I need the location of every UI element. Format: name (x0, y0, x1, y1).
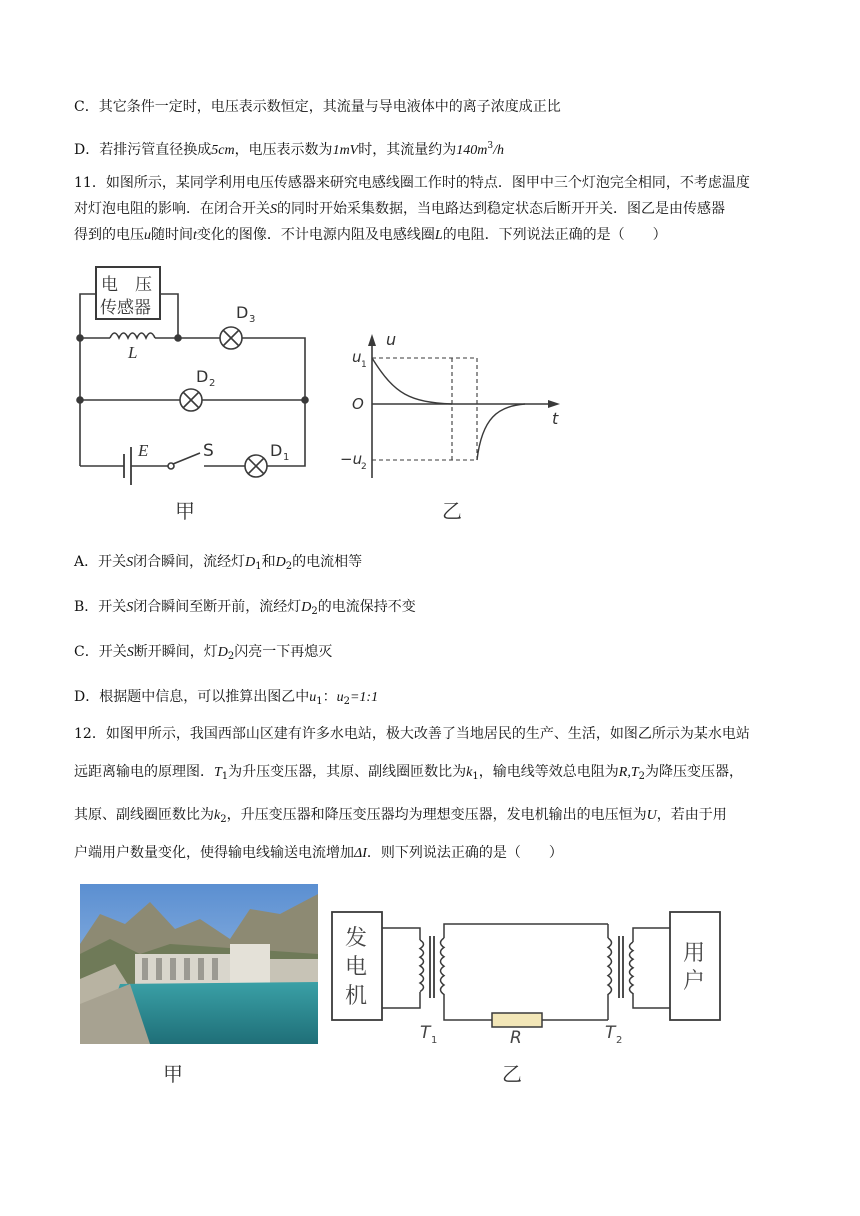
generator-label-1: 发 (345, 926, 368, 951)
generator-label-2: 电 (345, 955, 368, 980)
hydropower-station-photo (80, 884, 318, 1044)
t2-secondary-coil (630, 942, 634, 994)
lamp-d2-label: D (196, 367, 209, 386)
q12-stem-line2: 远距离输电的原理图．$T_1$为升压变压器，其原、副线圈匝数比为$k_1$，输电线等效总电阻为$R,T_2$为降压变压器， (74, 764, 743, 782)
battery-e (124, 447, 131, 485)
q11-stem-line3: 得到的电压u随时间t变化的图像．不计电源内阻及电感线圈L的电阻．下列说法正确的是（ ） (74, 227, 667, 243)
rise-decay-curve (372, 358, 452, 404)
q11-stem-line1: 11．如图所示，某同学利用电压传感器来研究电感线圈工作时的特点．图甲中三个灯泡完全相同，不考虑温度 (74, 175, 750, 191)
q11-option-a: A．开关S闭合瞬间，流经灯$D_1$和$D_2$的电流相等 (74, 554, 363, 572)
battery-label: E (138, 441, 149, 460)
t1-primary-coil (420, 940, 424, 992)
q12-stem-line3: 其原、副线圈匝数比为$k_2$，升压变压器和降压变压器均为理想变压器，发电机输出的电压恒为U，若由于用 (74, 807, 727, 825)
graph-u1-label: u (352, 348, 362, 366)
user-box (670, 912, 720, 1020)
q12-stem-line1: 12．如图甲所示，我国西部山区建有许多水电站，极大改善了当地居民的生产、生活，如图乙所示为某水电站 (74, 726, 750, 742)
u-t-graph (368, 334, 560, 478)
figure-12-transmission-diagram (320, 900, 860, 1050)
t1-secondary-coil (441, 938, 445, 994)
svg-text:3: 3 (249, 314, 256, 325)
svg-text:2: 2 (616, 1035, 623, 1046)
svg-text:2: 2 (361, 462, 367, 472)
generator-label-3: 机 (345, 984, 368, 1009)
user-label-1: 用 (683, 941, 706, 966)
inductor-label: L (128, 343, 138, 362)
inductor-coil (110, 333, 155, 338)
caption-jia: 甲 (175, 499, 195, 523)
lamp-d2 (180, 389, 202, 411)
svg-text:1: 1 (283, 452, 290, 463)
q11-option-b: B．开关S闭合瞬间至断开前，流经灯$D_2$的电流保持不变 (74, 599, 416, 617)
q10-option-d: D．若排污管直径换成5cm，电压表示数为1mV时，其流量约为$140m^3/h$ (74, 141, 504, 158)
switch-s (168, 453, 200, 469)
q11-option-c: C．开关S断开瞬间，灯$D_2$闪亮一下再熄灭 (74, 644, 333, 662)
caption-yi-graph: 乙 (442, 499, 462, 523)
graph-origin-label: O (352, 395, 364, 413)
t2-primary-coil (608, 938, 612, 994)
graph-neg-u2-label: −u (340, 450, 363, 468)
sensor-label-2: 传感器 (100, 298, 151, 318)
lamp-d1 (245, 455, 267, 477)
q12-stem-line4: 户端用户数量变化，使得输电线输送电流增加ΔI．则下列说法正确的是（ ） (74, 845, 563, 861)
svg-text:1: 1 (361, 360, 367, 370)
lamp-d1-label: D (270, 441, 283, 460)
resistor-r (492, 1013, 542, 1027)
lamp-d3-label: D (236, 303, 249, 322)
q11-stem-line2: 对灯泡电阻的影响．在闭合开关S的同时开始采集数据，当电路达到稳定状态后断开开关．图乙是由传感器 (74, 201, 725, 217)
caption-diagram-yi: 乙 (502, 1062, 522, 1086)
t1-label: T (420, 1023, 431, 1043)
figure-11-circuit-and-graph (0, 0, 860, 540)
sensor-label-1: 电 压 (101, 275, 152, 295)
svg-text:1: 1 (431, 1035, 438, 1046)
lamp-d3 (220, 327, 242, 349)
caption-photo-jia: 甲 (163, 1062, 183, 1086)
q11-option-d: D．根据题中信息，可以推算出图乙中$u_1$：$u_2=1:1$ (74, 689, 379, 707)
q10-option-c: C．其它条件一定时，电压表示数恒定，其流量与导电液体中的离子浓度成正比 (74, 99, 561, 115)
graph-u-axis-label: u (386, 330, 397, 349)
user-label-2: 户 (683, 969, 706, 994)
svg-text:2: 2 (209, 378, 216, 389)
resistor-label: R (510, 1028, 522, 1048)
switch-label: S (203, 441, 214, 461)
negative-spike-curve (477, 404, 525, 460)
t2-label: T (605, 1023, 616, 1043)
graph-t-axis-label: t (552, 409, 559, 428)
